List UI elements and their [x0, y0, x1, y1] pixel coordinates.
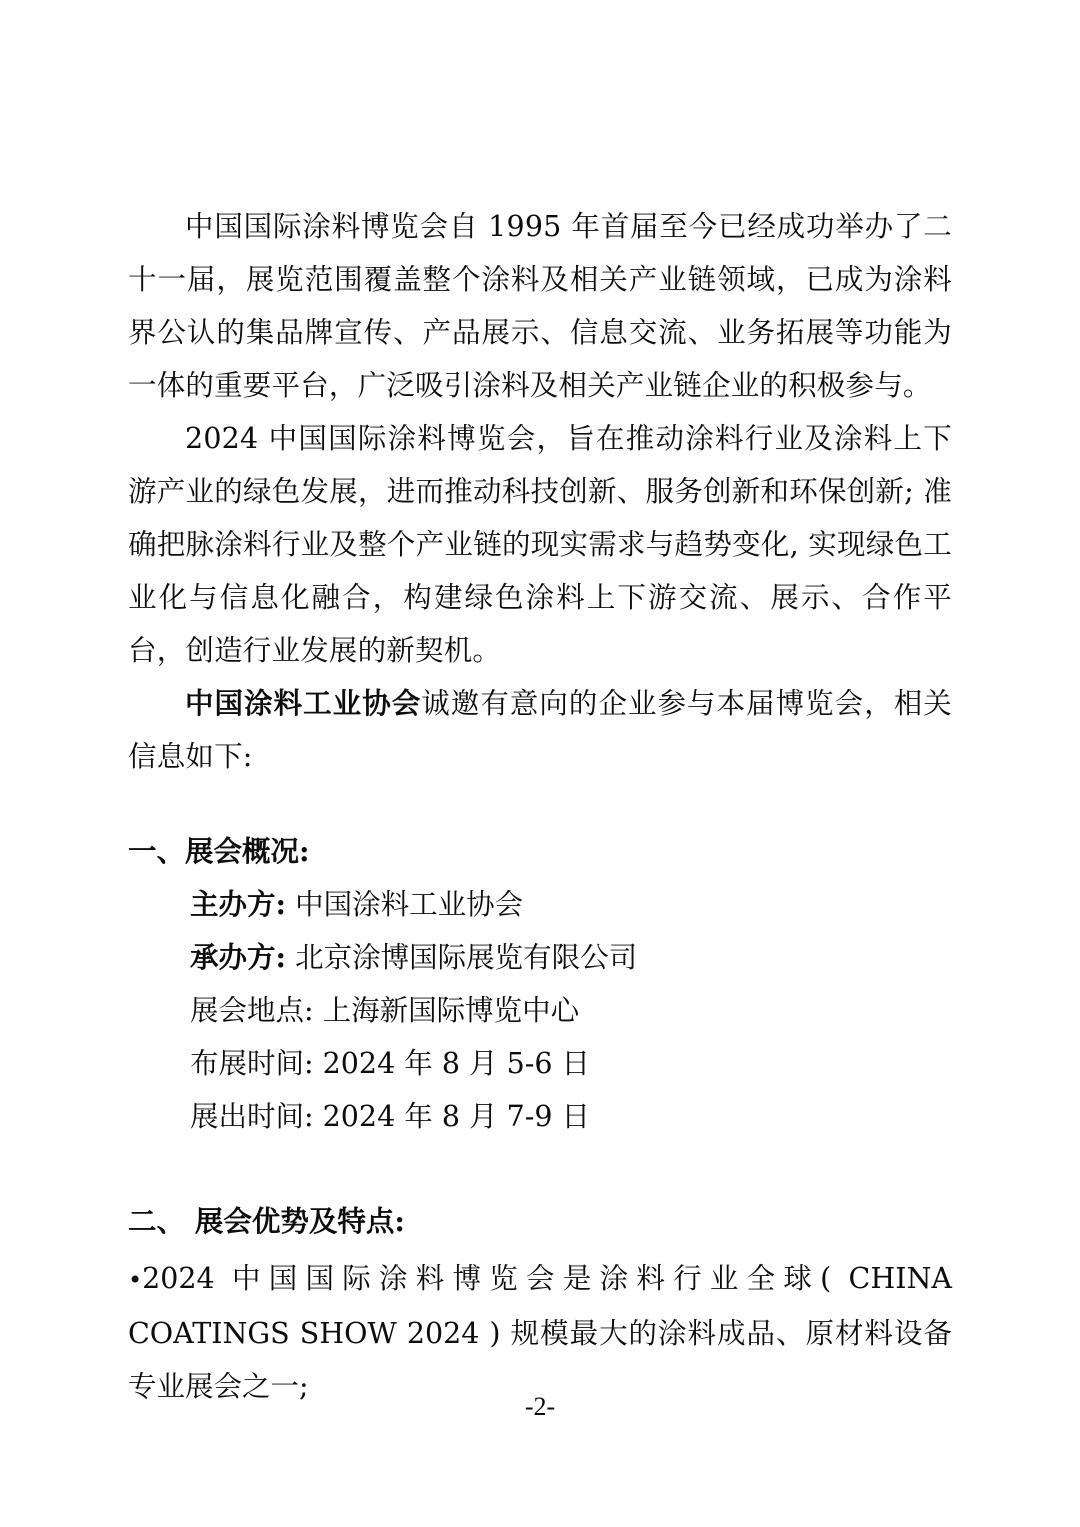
exhibition-info-list — [128, 878, 952, 1143]
info-value: 2024 年 8 月 5-6 日 — [322, 1047, 591, 1080]
section-one-title: 一、展会概况: — [128, 834, 310, 868]
paragraph-2: 2024 中国国际涂料博览会，旨在推动涂料行业及涂料上下游产业的绿色发展，进而推动科技创新、服务创新和环保创新; 准确把脉涂料行业及整个产业链的现实需求与趋势变化, 实现绿色工业化与信息化融合，构建绿色涂料上下游交流、展示、合作平台，创造行业发展的新契机。 — [128, 422, 952, 667]
info-value: 2024 年 8 月 7-9 日 — [322, 1100, 591, 1133]
section-two-title: 二、 展会优势及特点: — [128, 1204, 405, 1238]
invitation-paragraph — [128, 677, 952, 783]
info-label: 主办方: — [190, 887, 287, 921]
section-two-bullet — [128, 1252, 952, 1413]
info-value: 中国涂料工业协会 — [295, 888, 524, 921]
info-label: 展会地点: — [190, 994, 314, 1027]
list-item — [128, 1090, 952, 1143]
info-label: 展出时间: — [190, 1100, 314, 1133]
list-item — [128, 931, 952, 984]
bullet-text: 2024 中国国际涂料博览会是涂料行业全球( CHINA COATINGS SHOW 2024 ) 规模最大的涂料成品、原材料设备专业展会之一; — [128, 1262, 952, 1403]
paragraph-1: 中国国际涂料博览会自 1995 年首届至今已经成功举办了二十一届，展览范围覆盖整个涂料及相关产业链领域，已成为涂料界公认的集品牌宣传、产品展示、信息交流、业务拓展等功能为一体的重要平台，广泛吸引涂料及相关产业链企业的积极参与。 — [128, 210, 952, 402]
list-item — [128, 984, 952, 1037]
page-number: -2- — [524, 1392, 556, 1421]
intro-paragraphs — [128, 200, 952, 783]
invitation-text: 诚邀有意向的企业参与本届博览会，相关信息如下: — [128, 687, 952, 773]
bullet-icon: • — [128, 1266, 143, 1294]
list-item — [128, 878, 952, 931]
list-item — [128, 1037, 952, 1090]
info-value: 上海新国际博览中心 — [322, 994, 580, 1027]
info-value: 北京涂博国际展览有限公司 — [295, 941, 638, 974]
invitation-organizer: 中国涂料工业协会 — [185, 686, 422, 720]
info-label: 承办方: — [190, 940, 287, 974]
info-label: 布展时间: — [190, 1047, 314, 1080]
